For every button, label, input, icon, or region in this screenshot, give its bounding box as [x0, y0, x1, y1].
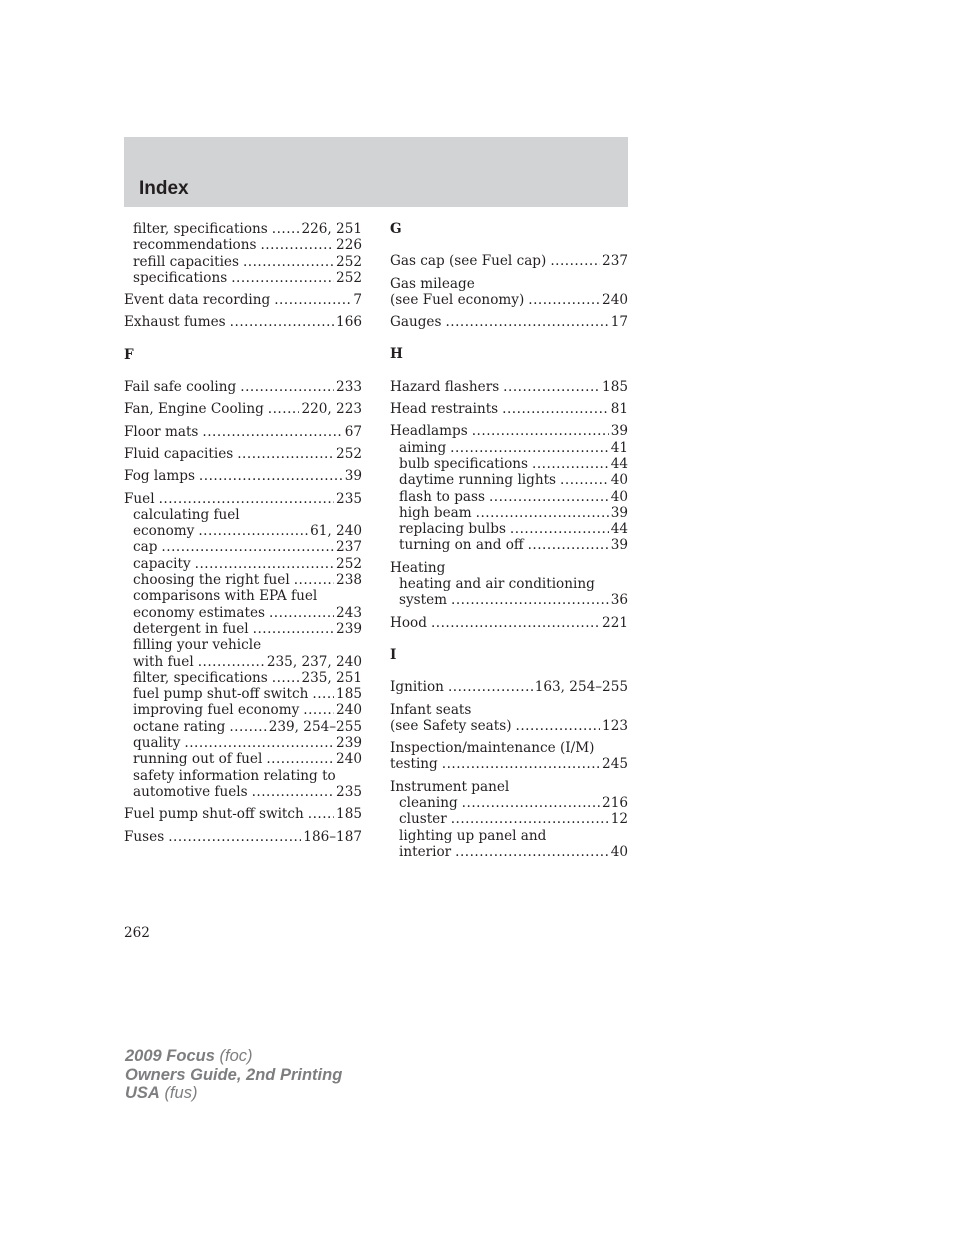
- index-subentry: [124, 784, 362, 800]
- index-page-ref: 39: [610, 423, 628, 440]
- index-page-ref: 12: [610, 811, 628, 828]
- dot-leader: [431, 615, 600, 631]
- index-page-ref: 7: [353, 292, 362, 309]
- index-entry-text: economy estimates: [133, 604, 265, 621]
- index-page-ref: 252: [336, 269, 362, 286]
- dot-leader: [184, 735, 334, 751]
- index-entry: [124, 292, 362, 308]
- index-entry-text: Exhaust fumes: [124, 314, 226, 331]
- index-subentry: [124, 572, 362, 588]
- index-page-ref: 39: [610, 537, 628, 554]
- dot-leader: [229, 719, 266, 735]
- dot-leader: [161, 539, 334, 555]
- index-subentry: [390, 456, 628, 472]
- index-subentry: [124, 588, 362, 604]
- index-entry: [390, 615, 628, 631]
- index-subentry: [124, 637, 362, 653]
- footer-region-code: (fus): [164, 1084, 198, 1102]
- index-subentry: [390, 489, 628, 505]
- dot-leader: [312, 686, 334, 702]
- index-entry: [390, 276, 628, 292]
- dot-leader: [231, 270, 334, 286]
- index-entry-text: automotive fuels: [133, 783, 248, 800]
- index-page-ref: 240: [336, 751, 362, 768]
- dot-leader: [240, 379, 334, 395]
- index-page-ref: 163, 254–255: [534, 679, 628, 696]
- index-entry: [390, 401, 628, 417]
- dot-leader: [308, 806, 334, 822]
- index-entry-text: H: [390, 346, 403, 363]
- index-column-left: [124, 221, 362, 845]
- index-entry-text: flash to pass: [399, 488, 485, 505]
- index-entry-text: heating and air conditioning: [399, 576, 595, 593]
- index-entry-text: lighting up panel and: [399, 827, 547, 844]
- index-subentry: [390, 811, 628, 827]
- index-subentry: [124, 556, 362, 572]
- index-entry-text: (see Safety seats): [390, 717, 512, 734]
- index-entry-text: replacing bulbs: [399, 521, 506, 538]
- footer-line-1: [125, 1047, 342, 1066]
- dot-leader: [303, 702, 334, 718]
- index-subentry: [124, 751, 362, 767]
- index-column-right: [390, 221, 628, 860]
- index-subentry: [390, 828, 628, 844]
- dot-leader: [199, 468, 343, 484]
- index-page-ref: 186–187: [303, 828, 362, 845]
- index-entry-text: with fuel: [133, 653, 194, 670]
- index-entry-text: Infant seats: [390, 701, 472, 718]
- index-subentry: [390, 521, 628, 537]
- dot-leader: [445, 314, 608, 330]
- index-page-ref: 235, 251: [301, 669, 362, 686]
- index-entry-text: Inspection/maintenance (I/M): [390, 740, 595, 757]
- index-page-ref: 235: [336, 783, 362, 800]
- index-entry-text: cluster: [399, 811, 447, 828]
- index-entry: [390, 718, 628, 734]
- index-page-ref: 238: [336, 572, 362, 589]
- dot-leader: [510, 521, 609, 537]
- index-page-ref: 226: [336, 237, 362, 254]
- index-entry-text: cap: [133, 539, 158, 556]
- index-page-ref: 166: [336, 314, 362, 331]
- index-page-ref: 235: [336, 490, 362, 507]
- index-page-ref: 185: [602, 378, 628, 395]
- dot-leader: [260, 237, 334, 253]
- index-entry: [124, 446, 362, 462]
- index-entry-text: Fan, Engine Cooling: [124, 401, 264, 418]
- index-subentry: [390, 844, 628, 860]
- index-page-ref: 39: [610, 504, 628, 521]
- index-page-ref: 216: [602, 795, 628, 812]
- document-footer: [125, 1047, 342, 1103]
- index-entry: [390, 253, 628, 269]
- index-subentry: [390, 505, 628, 521]
- index-page-ref: 237: [336, 539, 362, 556]
- index-entry-text: bulb specifications: [399, 455, 529, 472]
- index-letter-heading: [124, 347, 362, 363]
- index-entry-text: recommendations: [133, 237, 257, 254]
- index-page-ref: 233: [336, 379, 362, 396]
- index-entry: [390, 314, 628, 330]
- index-page-ref: 44: [610, 455, 628, 472]
- index-subentry: [124, 735, 362, 751]
- index-entry-text: Instrument panel: [390, 778, 510, 795]
- footer-region: USA: [125, 1084, 160, 1102]
- dot-leader: [448, 679, 533, 695]
- dot-leader: [532, 456, 609, 472]
- index-letter-heading: [390, 647, 628, 663]
- index-entry-text: filter, specifications: [133, 669, 268, 686]
- dot-leader: [502, 401, 609, 417]
- index-entry-text: turning on and off: [399, 537, 524, 554]
- index-letter-heading: [390, 346, 628, 362]
- dot-leader: [503, 379, 600, 395]
- index-page-ref: 41: [610, 439, 628, 456]
- index-entry-text: capacity: [133, 555, 191, 572]
- dot-leader: [489, 489, 609, 505]
- index-page-ref: 252: [336, 445, 362, 462]
- index-letter-heading: [390, 221, 628, 237]
- index-entry-text: quality: [133, 735, 181, 752]
- index-entry-text: Gas cap (see Fuel cap): [390, 253, 547, 270]
- index-entry: [124, 806, 362, 822]
- index-entry-text: comparisons with EPA fuel: [133, 588, 318, 605]
- index-entry: [390, 756, 628, 772]
- dot-leader: [159, 491, 334, 507]
- index-subentry: [124, 221, 362, 237]
- dot-leader: [274, 292, 351, 308]
- index-entry-text: interior: [399, 843, 452, 860]
- dot-leader: [237, 446, 334, 462]
- index-entry: [390, 679, 628, 695]
- index-entry: [124, 829, 362, 845]
- dot-leader: [455, 844, 609, 860]
- index-entry-text: Hazard flashers: [390, 378, 500, 395]
- footer-line-3: [125, 1084, 342, 1103]
- index-subentry: [124, 654, 362, 670]
- index-subentry: [124, 539, 362, 555]
- index-subentry: [390, 576, 628, 592]
- footer-guide: Owners Guide, 2nd Printing: [125, 1065, 343, 1084]
- index-subentry: [124, 523, 362, 539]
- index-subentry: [390, 795, 628, 811]
- index-page-ref: 40: [610, 843, 628, 860]
- dot-leader: [272, 221, 300, 237]
- index-page-ref: 81: [610, 401, 628, 418]
- index-entry-text: Head restraints: [390, 401, 499, 418]
- index-page-ref: 240: [602, 291, 628, 308]
- dot-leader: [528, 292, 600, 308]
- index-entry: [390, 740, 628, 756]
- index-page-ref: 220, 223: [301, 401, 362, 418]
- index-entry-text: Heating: [390, 559, 446, 576]
- index-entry-text: Hood: [390, 614, 427, 631]
- index-entry-text: Headlamps: [390, 423, 468, 440]
- dot-leader: [516, 718, 601, 734]
- dot-leader: [476, 505, 609, 521]
- dot-leader: [451, 592, 609, 608]
- index-entry-text: Fuel pump shut-off switch: [124, 806, 304, 823]
- index-entry: [390, 560, 628, 576]
- index-entry-text: Gauges: [390, 314, 442, 331]
- index-page-ref: 61, 240: [310, 523, 362, 540]
- dot-leader: [253, 621, 334, 637]
- index-entry-text: improving fuel economy: [133, 702, 300, 719]
- index-entry: [390, 423, 628, 439]
- index-entry: [390, 779, 628, 795]
- dot-leader: [198, 654, 265, 670]
- footer-line-2: [125, 1066, 342, 1085]
- dot-leader: [243, 254, 334, 270]
- index-entry-text: safety information relating to: [133, 767, 336, 784]
- index-entry-text: aiming: [399, 439, 447, 456]
- dot-leader: [202, 424, 342, 440]
- index-entry-text: filling your vehicle: [133, 637, 262, 654]
- dot-leader: [528, 537, 609, 553]
- index-subentry: [124, 237, 362, 253]
- footer-model-code: (foc): [219, 1047, 253, 1065]
- index-entry-text: filter, specifications: [133, 221, 268, 237]
- index-page-ref: 240: [336, 702, 362, 719]
- dot-leader: [442, 756, 600, 772]
- index-subentry: [124, 605, 362, 621]
- index-subentry: [124, 768, 362, 784]
- index-page-ref: 239: [336, 735, 362, 752]
- index-subentry: [390, 472, 628, 488]
- index-subentry: [124, 686, 362, 702]
- index-subentry: [124, 719, 362, 735]
- index-entry-text: Gas mileage: [390, 275, 475, 292]
- index-page-ref: 36: [610, 592, 628, 609]
- index-entry-text: Ignition: [390, 679, 444, 696]
- index-entry-text: Fail safe cooling: [124, 379, 237, 396]
- index-entry: [124, 314, 362, 330]
- index-page-ref: 237: [602, 253, 628, 270]
- index-entry-text: (see Fuel economy): [390, 291, 525, 308]
- index-entry-text: Event data recording: [124, 292, 271, 309]
- footer-model: 2009 Focus: [125, 1047, 215, 1065]
- index-entry-text: choosing the right fuel: [133, 572, 290, 589]
- index-entry-text: running out of fuel: [133, 751, 263, 768]
- dot-leader: [168, 829, 301, 845]
- dot-leader: [269, 605, 334, 621]
- index-subentry: [124, 621, 362, 637]
- index-page-ref: 235, 237, 240: [266, 653, 362, 670]
- index-subentry: [124, 507, 362, 523]
- index-page-ref: 123: [602, 717, 628, 734]
- index-entry: [390, 292, 628, 308]
- index-entry: [124, 401, 362, 417]
- index-entry-text: cleaning: [399, 795, 458, 812]
- index-subentry: [390, 537, 628, 553]
- index-entry-text: I: [390, 646, 397, 663]
- dot-leader: [472, 423, 609, 439]
- index-entry-text: Floor mats: [124, 423, 199, 440]
- dot-leader: [268, 401, 300, 417]
- dot-leader: [266, 751, 334, 767]
- index-entry-text: G: [390, 221, 402, 237]
- index-entry: [124, 491, 362, 507]
- index-entry-text: testing: [390, 756, 438, 773]
- index-page-ref: 185: [336, 806, 362, 823]
- index-entry: [124, 468, 362, 484]
- index-page-ref: 239: [336, 620, 362, 637]
- index-entry-text: calculating fuel: [133, 506, 240, 523]
- dot-leader: [462, 795, 600, 811]
- index-page-ref: 44: [610, 521, 628, 538]
- index-entry-text: Fluid capacities: [124, 445, 234, 462]
- index-page-ref: 252: [336, 253, 362, 270]
- dot-leader: [198, 523, 308, 539]
- index-entry-text: economy: [133, 523, 195, 540]
- index-subentry: [124, 670, 362, 686]
- index-page-ref: 243: [336, 604, 362, 621]
- index-entry-text: refill capacities: [133, 253, 239, 270]
- index-entry-text: specifications: [133, 269, 228, 286]
- index-entry: [390, 702, 628, 718]
- index-entry-text: octane rating: [133, 718, 226, 735]
- index-entry-text: high beam: [399, 504, 472, 521]
- dot-leader: [252, 784, 334, 800]
- index-entry-text: Fuses: [124, 828, 165, 845]
- index-entry-text: Fog lamps: [124, 468, 195, 485]
- index-entry-text: daytime running lights: [399, 472, 557, 489]
- index-subentry: [390, 592, 628, 608]
- index-page-ref: 17: [610, 314, 628, 331]
- index-page-ref: 226, 251: [301, 221, 362, 237]
- index-entry: [124, 424, 362, 440]
- index-entry-text: Fuel: [124, 490, 155, 507]
- index-entry-text: F: [124, 346, 134, 363]
- index-entry: [124, 379, 362, 395]
- index-subentry: [390, 440, 628, 456]
- dot-leader: [272, 670, 300, 686]
- dot-leader: [560, 472, 609, 488]
- index-subentry: [124, 270, 362, 286]
- index-page-ref: 39: [344, 468, 362, 485]
- page-title: Index: [139, 178, 189, 199]
- index-subentry: [124, 702, 362, 718]
- index-page-ref: 185: [336, 686, 362, 703]
- index-page-ref: 245: [602, 756, 628, 773]
- index-entry: [390, 379, 628, 395]
- dot-leader: [294, 572, 334, 588]
- dot-leader: [550, 253, 600, 269]
- index-entry-text: system: [399, 592, 448, 609]
- dot-leader: [195, 556, 334, 572]
- index-page-ref: 40: [610, 488, 628, 505]
- dot-leader: [450, 440, 609, 456]
- page-number: 262: [124, 925, 150, 941]
- dot-leader: [451, 811, 609, 827]
- index-page-ref: 239, 254–255: [268, 718, 362, 735]
- index-page-ref: 252: [336, 555, 362, 572]
- index-page-ref: 221: [602, 614, 628, 631]
- index-header-band: [124, 137, 628, 207]
- index-subentry: [124, 254, 362, 270]
- dot-leader: [230, 314, 334, 330]
- index-page-ref: 67: [344, 423, 362, 440]
- index-entry-text: fuel pump shut-off switch: [133, 686, 309, 703]
- index-entry-text: detergent in fuel: [133, 620, 249, 637]
- index-page-ref: 40: [610, 472, 628, 489]
